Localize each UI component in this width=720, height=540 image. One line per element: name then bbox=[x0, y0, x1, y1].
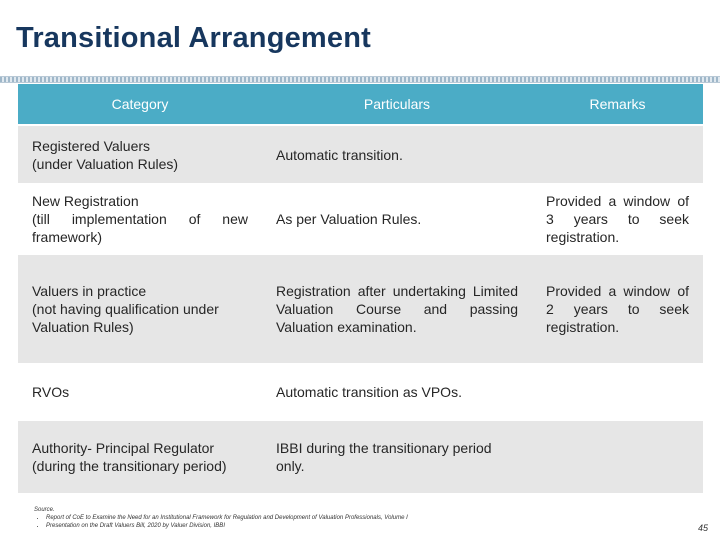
header-particulars: Particulars bbox=[262, 84, 532, 125]
source-note bbox=[34, 506, 408, 530]
cell-category: New Registration (till implementation of new framework) bbox=[18, 183, 262, 255]
header-remarks: Remarks bbox=[532, 84, 703, 125]
cell-category: Registered Valuers (under Valuation Rules) bbox=[18, 125, 262, 183]
cell-remarks bbox=[532, 421, 703, 493]
cell-category: RVOs bbox=[18, 363, 262, 421]
cell-category: Valuers in practice (not having qualification under Valuation Rules) bbox=[18, 255, 262, 363]
source-item: • Report of CoE to Examine the Need for an Institutional Framework for Regulation and Development of Valuation Professionals, Volume I bbox=[46, 514, 408, 522]
cell-remarks bbox=[532, 125, 703, 183]
cell-remarks bbox=[532, 363, 703, 421]
cell-particulars: IBBI during the transitionary period only. bbox=[262, 421, 532, 493]
transition-table bbox=[18, 84, 703, 493]
page-title: Transitional Arrangement bbox=[16, 22, 372, 54]
table-row bbox=[18, 183, 703, 255]
title-divider bbox=[0, 76, 720, 83]
table-header-row bbox=[18, 84, 703, 125]
table-row bbox=[18, 363, 703, 421]
cell-remarks: Provided a window of 2 years to seek registration. bbox=[532, 255, 703, 363]
cell-particulars: Automatic transition. bbox=[262, 125, 532, 183]
source-list bbox=[34, 514, 408, 530]
source-label: Source. bbox=[34, 507, 55, 513]
table-row bbox=[18, 255, 703, 363]
table-row bbox=[18, 125, 703, 183]
cell-particulars: As per Valuation Rules. bbox=[262, 183, 532, 255]
cell-particulars: Automatic transition as VPOs. bbox=[262, 363, 532, 421]
header-category: Category bbox=[18, 84, 262, 125]
source-item: • Presentation on the Draft Valuers Bill, 2020 by Valuer Division, IBBI bbox=[46, 522, 408, 530]
cell-particulars: Registration after undertaking Limited Valuation Course and passing Valuation examination. bbox=[262, 255, 532, 363]
cell-remarks: Provided a window of 3 years to seek registration. bbox=[532, 183, 703, 255]
table-row bbox=[18, 421, 703, 493]
page-number: 45 bbox=[697, 523, 708, 533]
cell-category: Authority- Principal Regulator (during the transitionary period) bbox=[18, 421, 262, 493]
